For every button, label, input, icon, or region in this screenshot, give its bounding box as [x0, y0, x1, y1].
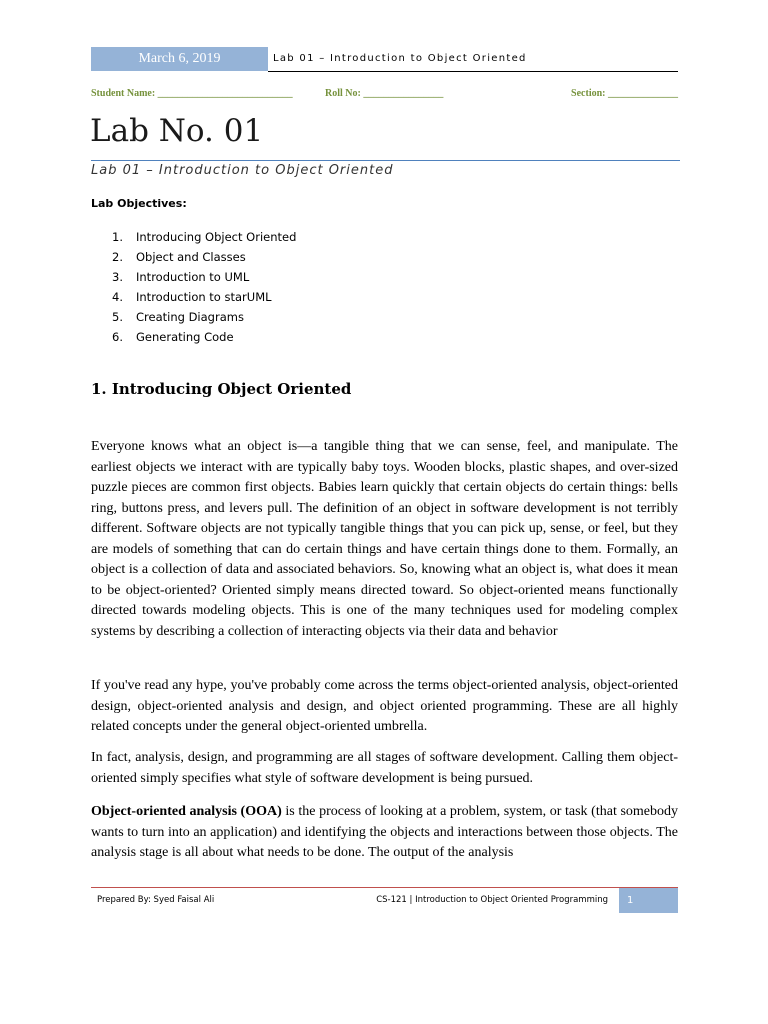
objectives-list: [112, 229, 296, 349]
header-title: Lab 01 – Introduction to Object Oriented: [273, 53, 527, 64]
header-date: March 6, 2019: [91, 47, 268, 71]
objective-item: 4. Introduction to starUML: [112, 290, 272, 304]
header-rule: [268, 71, 678, 72]
footer-rule: [91, 887, 678, 888]
objectives-heading: Lab Objectives:: [91, 197, 187, 210]
title-rule: [91, 160, 680, 161]
roll-no-field: Roll No: ________________: [325, 88, 444, 99]
objective-item: 1. Introducing Object Oriented: [112, 230, 297, 244]
footer-prepared-by: Prepared By: Syed Faisal Ali: [97, 895, 215, 905]
section-field: Section: ______________: [571, 88, 678, 99]
body-paragraph-4: [91, 802, 678, 864]
body-paragraph-3: In fact, analysis, design, and programming are all stages of software development. Calling them object-oriented simply specifies what style of software development is being pursued.: [91, 750, 678, 786]
body-paragraph-1: Everyone knows what an object is—a tangible thing that we can sense, feel, and manipulate. The earliest objects we interact with are typically baby toys. Wooden blocks, plastic shapes, and over-sized puzzle pieces are common first objects. Babies learn quickly that certain objects do certain things: bells ring, buttons press, and levers pull. The definition of an object in software development is not terribly different. Software objects are not typically tangible things that you can pick up, sense, or feel, but they are models of something that can do certain things and have certain things done to them. Formally, an object is a collection of data and associated behaviors. So, knowing what an object is, what does it mean to be object-oriented? Oriented simply means directed toward. So object-oriented means functionally directed towards modeling objects. This is one of the many techniques used for modeling complex systems by describing a collection of interacting objects via their data and behavior: [91, 439, 678, 639]
objective-item: 2. Object and Classes: [112, 250, 246, 264]
objective-item: 6. Generating Code: [112, 330, 234, 344]
student-info-line: [91, 88, 678, 102]
footer-page-number: 1: [619, 888, 678, 913]
objective-item: 5. Creating Diagrams: [112, 310, 244, 324]
student-name-field: Student Name: ___________________________: [91, 88, 293, 99]
lab-title: Lab No. 01: [90, 113, 264, 149]
ooa-description: is the process of looking at a problem, system, or task (that somebody wants to turn into an application) and identifying the objects and interactions between those objects. The analysis stage is all about what needs to be done. The output of the analysis: [91, 804, 679, 860]
footer-course: CS-121 | Introduction to Object Oriented Programming: [376, 895, 608, 905]
section-heading: 1. Introducing Object Oriented: [91, 380, 352, 398]
objective-item: 3. Introduction to UML: [112, 270, 250, 284]
ooa-term: Object-oriented analysis (OOA): [91, 804, 282, 819]
body-paragraph-2: If you've read any hype, you've probably come across the terms object-oriented analysis, object-oriented design, object-oriented analysis and design, and object oriented programming. These are all highly related concepts under the general object-oriented umbrella.: [91, 678, 678, 734]
lab-subtitle: Lab 01 – Introduction to Object Oriented: [91, 163, 394, 178]
